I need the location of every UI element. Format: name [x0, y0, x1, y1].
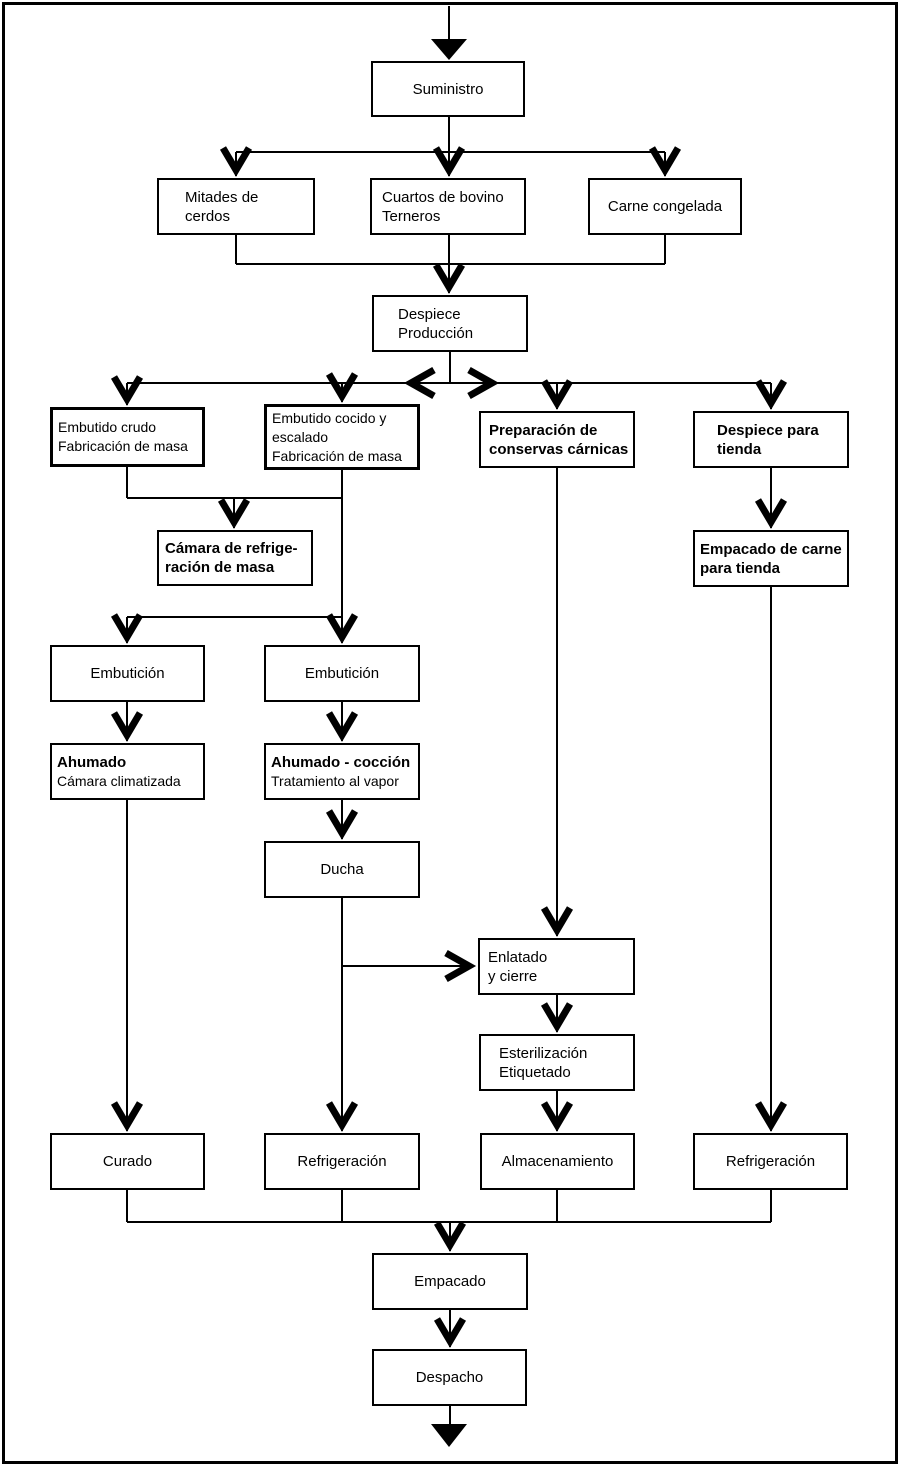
node-label: Producción	[398, 324, 474, 342]
node-label: tienda	[717, 440, 762, 458]
node-label: Fabricación de masa	[58, 438, 188, 454]
node-label: Preparación de	[489, 421, 598, 439]
node-label: ración de masa	[165, 559, 275, 576]
node-label: Cuartos de bovino	[382, 188, 504, 206]
node-label: Refrigeración	[725, 1153, 816, 1170]
node-label: Empacado de carne	[700, 540, 842, 558]
node-label: Fabricación de masa	[272, 447, 402, 464]
node-label: Embutido cocido y	[272, 409, 387, 426]
node-label: Curado	[102, 1153, 153, 1170]
node-label: Empacado	[414, 1273, 486, 1290]
node-label: cerdos	[185, 207, 231, 225]
node-label: Refrigeración	[297, 1153, 387, 1170]
node-label: Carne congelada	[607, 198, 723, 215]
node-label: Etiquetado	[499, 1063, 571, 1081]
node-label: Embutición	[90, 665, 165, 682]
node-label: Embutido crudo	[58, 419, 157, 435]
node-label: Esterilización	[499, 1044, 588, 1062]
node-label: Suministro	[412, 80, 484, 98]
node-label: Terneros	[382, 207, 441, 225]
node-label: Mitades de	[185, 188, 259, 206]
node-title: Ahumado - cocción	[271, 754, 411, 771]
node-label: escalado	[272, 428, 329, 445]
node-label: y cierre	[488, 967, 538, 985]
node-subtitle: Tratamiento al vapor	[271, 773, 399, 789]
node-label: Despiece para	[717, 421, 819, 439]
page-border	[2, 2, 898, 1464]
node-label: Ducha	[320, 861, 364, 878]
node-label: Despiece	[398, 305, 461, 323]
node-label: Embutición	[304, 665, 380, 682]
node-subtitle: Cámara climatizada	[57, 773, 181, 789]
node-label: conservas cárnicas	[489, 440, 629, 458]
node-label: para tienda	[700, 559, 781, 577]
node-label: Cámara de refrige-	[165, 540, 298, 557]
node-label: Almacenamiento	[501, 1153, 614, 1170]
node-label: Despacho	[415, 1369, 484, 1386]
node-title: Ahumado	[57, 754, 127, 771]
node-label: Enlatado	[488, 948, 548, 966]
